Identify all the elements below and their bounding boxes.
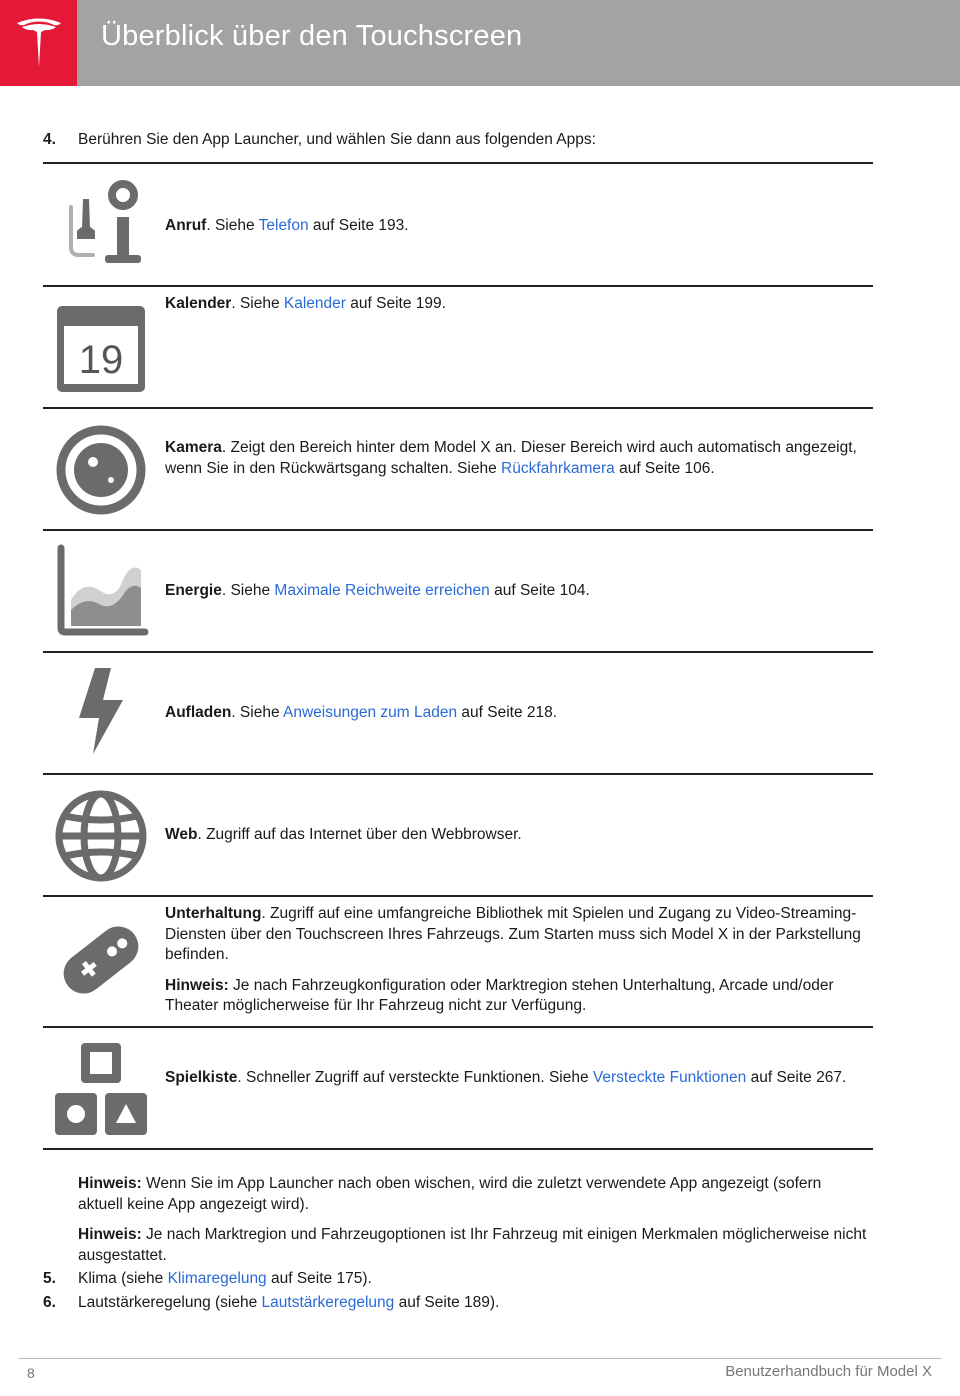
app-text: . Siehe: [206, 217, 259, 234]
app-description: [165, 904, 863, 1027]
app-name: Anruf: [165, 217, 207, 234]
app-text: . Zeigt den Bereich hinter dem Model X an. Dieser Bereich wird auch automatisch angezeigt, wenn Sie in den Rückwärtsgang schalten. Siehe: [165, 439, 857, 477]
app-name: Aufladen: [165, 704, 232, 721]
app-page-ref: auf Seite 193.: [308, 217, 409, 234]
energy-chart-icon: [53, 544, 149, 640]
app-row-unterhaltung: [43, 895, 873, 1026]
step-number: 5.: [43, 1270, 56, 1287]
link-maximale-reichweite[interactable]: Maximale Reichweite erreichen: [274, 582, 490, 599]
app-row-kalender: [43, 285, 873, 407]
note-text: Je nach Fahrzeugkonfiguration oder Marktregion stehen Unterhaltung, Arcade und/oder Theater möglicherweise für Ihr Fahrzeug nicht zur Verfügung.: [165, 976, 834, 1014]
app-description: [165, 825, 863, 846]
app-page-ref: auf Seite 218.: [457, 704, 558, 721]
calendar-day-label: 19: [78, 338, 124, 382]
app-description: [165, 1068, 863, 1089]
app-name: Energie: [165, 582, 222, 599]
page-number: 8: [27, 1365, 35, 1381]
note-label: Hinweis:: [78, 1226, 142, 1243]
link-lautstaerkeregelung[interactable]: Lautstärkeregelung: [261, 1294, 395, 1311]
app-text: . Siehe: [231, 295, 284, 312]
camera-icon: [53, 422, 149, 518]
phone-icon: [53, 177, 149, 273]
footer-divider: [18, 1358, 942, 1359]
app-name: Kalender: [165, 295, 232, 312]
footer-title: Benutzerhandbuch für Model X: [725, 1363, 932, 1380]
step-text: [78, 1269, 372, 1289]
link-klimaregelung[interactable]: Klimaregelung: [167, 1270, 267, 1287]
app-description: [165, 216, 863, 237]
link-kalender[interactable]: Kalender: [283, 295, 346, 312]
step-number: 4.: [43, 131, 56, 148]
app-description: [165, 703, 863, 724]
app-description: [165, 438, 863, 479]
link-telefon[interactable]: Telefon: [258, 217, 309, 234]
step-page-ref: auf Seite 175).: [266, 1270, 372, 1287]
link-rueckfahrkamera[interactable]: Rückfahrkamera: [501, 459, 615, 477]
app-description: [165, 581, 863, 602]
app-row-web: [43, 773, 873, 895]
app-row-kamera: [43, 407, 873, 529]
app-name: Spielkiste: [165, 1069, 238, 1086]
lightning-icon: [53, 666, 149, 762]
app-name: Kamera: [165, 439, 222, 456]
note-text: Je nach Marktregion und Fahrzeugoptionen ist Ihr Fahrzeug mit einigen Merkmalen möglicherweise nicht ausgestattet.: [78, 1226, 867, 1264]
app-page-ref: auf Seite 106.: [614, 459, 715, 477]
step-text: Berühren Sie den App Launcher, und wählen Sie dann aus folgenden Apps:: [78, 131, 596, 148]
app-text: . Schneller Zugriff auf versteckte Funktionen. Siehe: [237, 1069, 593, 1086]
app-row-anruf: [43, 162, 873, 285]
note-label: Hinweis:: [165, 976, 229, 994]
tesla-logo-icon: [14, 15, 64, 71]
note-swipe-up: [78, 1174, 868, 1215]
step-number: 6.: [43, 1294, 56, 1311]
gamepad-icon: [53, 912, 149, 1008]
app-name: Web: [165, 826, 198, 843]
app-text: . Siehe: [221, 582, 275, 599]
app-page-ref: auf Seite 104.: [489, 582, 590, 599]
app-row-spielkiste: [43, 1026, 873, 1150]
app-name: Unterhaltung: [165, 905, 262, 922]
step-text-pre: Lautstärkeregelung (siehe: [78, 1294, 262, 1311]
tesla-logo: [0, 0, 77, 86]
step-page-ref: auf Seite 189).: [394, 1294, 500, 1311]
calendar-icon: [53, 300, 149, 396]
app-table: [43, 162, 873, 1150]
link-versteckte-funktionen[interactable]: Versteckte Funktionen: [592, 1069, 747, 1086]
note-market-region: [78, 1225, 868, 1266]
app-page-ref: auf Seite 267.: [746, 1069, 847, 1086]
toybox-icon: [53, 1041, 149, 1137]
step-text: [78, 1293, 499, 1313]
app-row-energie: [43, 529, 873, 651]
app-text: . Siehe: [231, 704, 284, 721]
globe-icon: [53, 788, 149, 884]
app-text: . Zugriff auf das Internet über den Webbrowser.: [197, 826, 522, 843]
page-header: [0, 0, 960, 86]
app-page-ref: auf Seite 199.: [345, 295, 446, 312]
app-text: . Zugriff auf eine umfangreiche Bibliothek mit Spielen und Zugang zu Video-Streaming-Diensten über den Touchscreen Ihres Fahrzeugs. Zum Starten muss sich Model X in der Parkstellung befinden.: [165, 905, 861, 963]
app-description: [165, 294, 863, 315]
note-label: Hinweis:: [78, 1175, 142, 1192]
app-row-aufladen: [43, 651, 873, 773]
page-title: Überblick über den Touchscreen: [101, 20, 523, 52]
step-text-pre: Klima (siehe: [78, 1270, 168, 1287]
link-anweisungen-laden[interactable]: Anweisungen zum Laden: [283, 704, 458, 721]
note-text: Wenn Sie im App Launcher nach oben wischen, wird die zuletzt verwendete App angezeigt (sofern aktuell keine App angezeigt wird).: [78, 1175, 822, 1213]
